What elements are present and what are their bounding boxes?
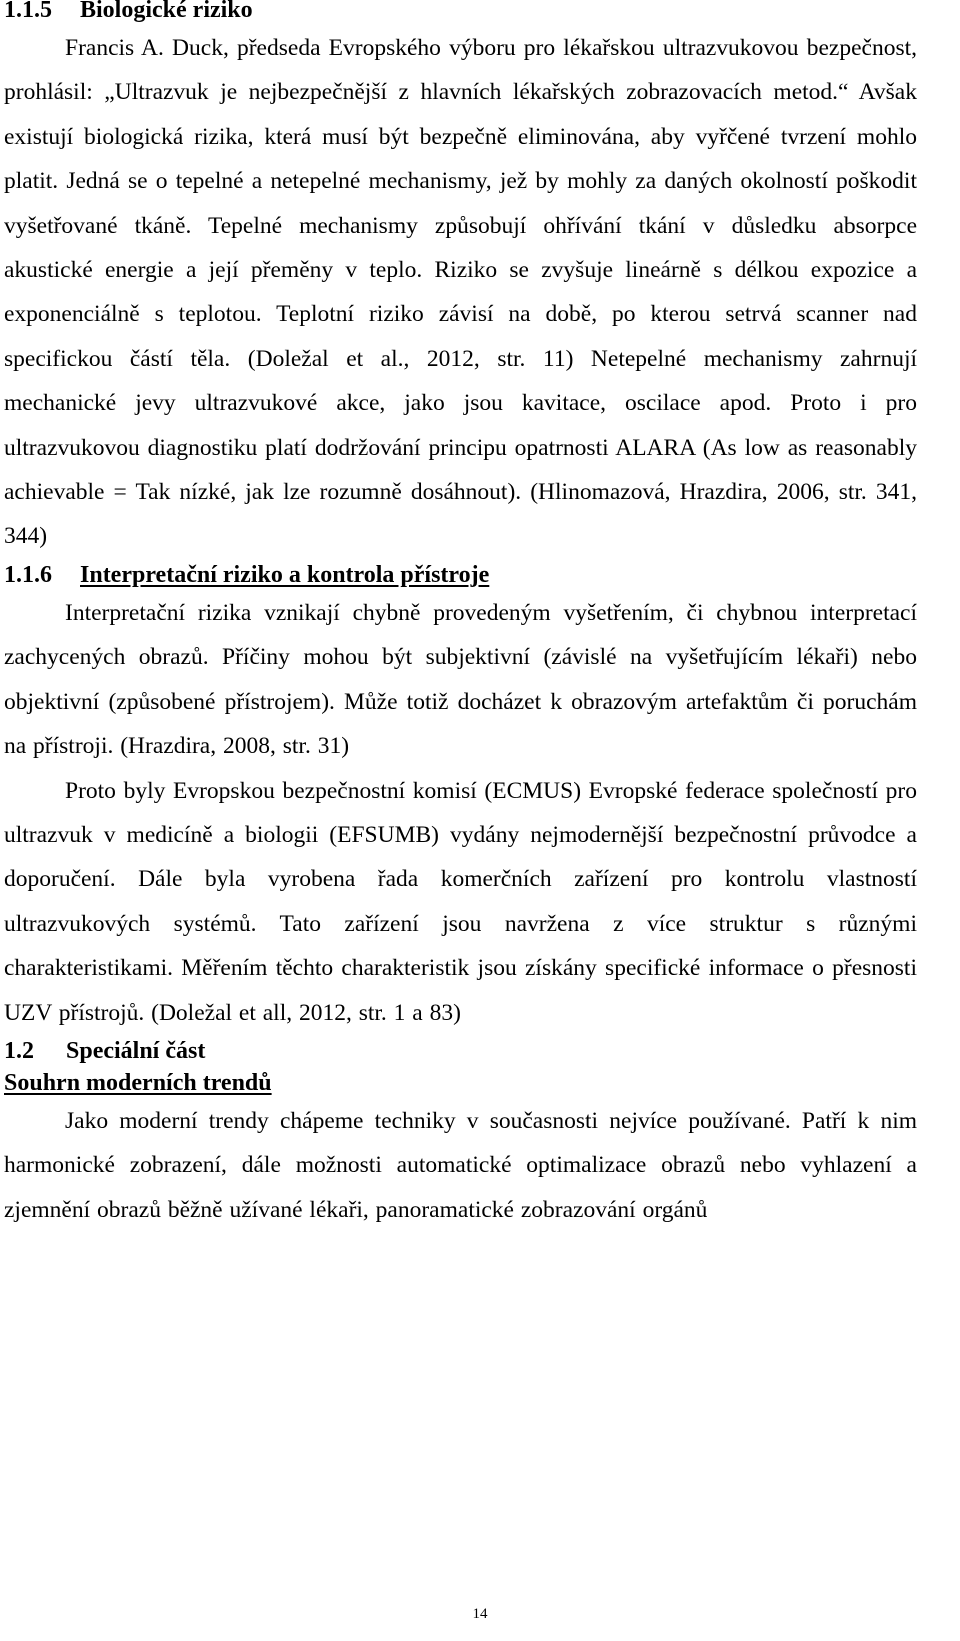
heading-title: Souhrn moderních trendů xyxy=(4,1069,272,1096)
page-number: 14 xyxy=(472,1606,488,1622)
paragraph-device-control: Proto byly Evropskou bezpečnostní komisí (ECMUS) Evropské federace společností pro ultrazvuk v medicíně a biologii (EFSUMB) vydány nejmodernější bezpečnostní průvodce a doporučení. Dále byla vyrobena řada komerčních zařízení pro kontrolu vlastností ultrazvukových systémů. Tato zařízení jsou navržena z více struktur s různými charakteristikami. Měřením těchto charakteristik jsou získány specifické informace o přesnosti UZV přístrojů. (Doležal et all, 2012, str. 1 a 83) xyxy=(4,777,917,1026)
heading-1-1-5 xyxy=(4,0,917,26)
paragraph-biological-risk: Francis A. Duck, předseda Evropského výboru pro lékařskou ultrazvukovou bezpečnost, prohlásil: „Ultrazvuk je nejbezpečnější z hlavních lékařských zobrazovacích metod.“ Avšak existují biologická rizika, která musí být bezpečně eliminována, aby vyřčené tvrzení mohlo platit. Jedná se o tepelné a netepelné mechanismy, jež by mohly za daných okolností poškodit vyšetřované tkáně. Tepelné mechanismy způsobují ohřívání tkání v důsledku absorpce akustické energie a její přeměny v teplo. Riziko se zvyšuje lineárně s délkou expozice a exponenciálně s teplotou. Teplotní riziko závisí na době, po kterou setrvá scanner nad specifickou částí těla. (Doležal et al., 2012, str. 11) Netepelné mechanismy zahrnují mechanické jevy ultrazvukové akce, jako jsou kavitace, oscilace apod. Proto i pro ultrazvukovou diagnostiku platí dodržování principu opatrnosti ALARA (As low as reasonably achievable = Tak nízké, jak lze rozumně dosáhnout). (Hlinomazová, Hrazdira, 2006, str. 341, 344) xyxy=(4,35,917,550)
page-content xyxy=(4,0,917,1232)
paragraph-modern-trends: Jako moderní trendy chápeme techniky v současnosti nejvíce používané. Patří k nim harmonické zobrazení, dále možnosti automatické optimalizace obrazů nebo vyhlazení a zjemnění obrazů běžně užívané lékaři, panoramatické zobrazování orgánů xyxy=(4,1107,917,1223)
heading-number: 1.1.5 xyxy=(4,0,52,23)
heading-1-2 xyxy=(4,1035,917,1067)
heading-number: 1.2 xyxy=(4,1037,34,1064)
heading-title: Speciální část xyxy=(66,1037,206,1064)
heading-title: Biologické riziko xyxy=(80,0,253,23)
heading-number: 1.1.6 xyxy=(4,561,52,588)
heading-modern-trends xyxy=(4,1067,917,1099)
heading-1-1-6 xyxy=(4,559,917,591)
paragraph-interpretation-risk: Interpretační rizika vznikají chybně provedeným vyšetřením, či chybnou interpretací zachycených obrazů. Příčiny mohou být subjektivní (závislé na vyšetřujícím lékaři) nebo objektivní (způsobené přístrojem). Může totiž docházet k obrazovým artefaktům či poruchám na přístroji. (Hrazdira, 2008, str. 31) xyxy=(4,599,917,760)
heading-title: Interpretační riziko a kontrola přístroje xyxy=(80,561,490,588)
